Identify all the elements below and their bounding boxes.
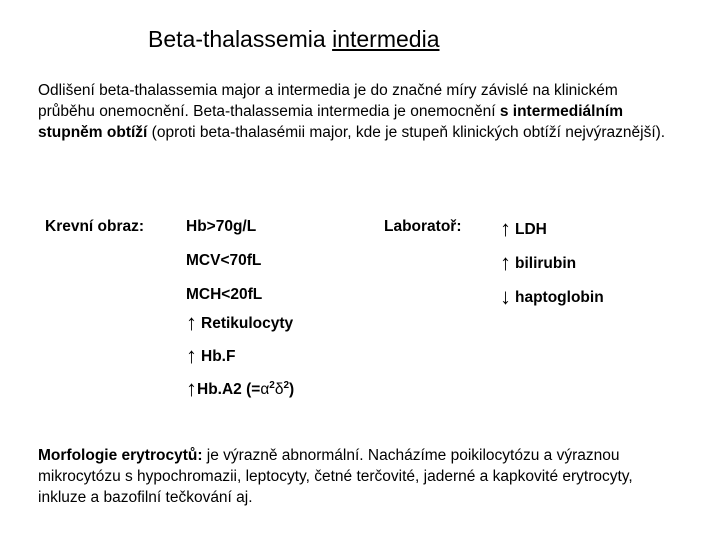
ldh-item xyxy=(500,216,547,242)
reticulocytes-item xyxy=(186,310,293,336)
up-arrow-icon: ↑ xyxy=(500,216,511,241)
laboratory-label: Laboratoř: xyxy=(384,218,462,235)
intro-text-2: (oproti beta-thalasémii major, kde je stupeň klinických obtíží nejvýraznější). xyxy=(147,124,666,141)
hbf-label: Hb.F xyxy=(201,348,236,365)
mch-value: MCH<20fL xyxy=(186,286,263,303)
morphology-heading: Morfologie erytrocytů: xyxy=(38,447,203,464)
up-arrow-icon: ↑ xyxy=(186,310,197,335)
morphology-paragraph xyxy=(38,445,678,508)
intro-text-1: Odlišení beta-thalassemia major a intermedia je do značné míry závislé na klinickém průběhu onemocnění. Beta-thalassemia intermedia je onemocnění xyxy=(38,82,618,120)
haptoglobin-item xyxy=(500,284,604,310)
hba2-prefix: Hb.A2 (= xyxy=(197,381,261,398)
page-title xyxy=(148,26,439,53)
up-arrow-icon: ↑ xyxy=(186,376,197,401)
up-arrow-icon: ↑ xyxy=(500,250,511,275)
alpha-exponent: 2 xyxy=(269,380,275,391)
hba2-item xyxy=(186,376,294,402)
title-main: Beta-thalassemia xyxy=(148,26,333,52)
bilirubin-item xyxy=(500,250,576,276)
bilirubin-label: bilirubin xyxy=(515,255,577,272)
hbf-item xyxy=(186,343,235,369)
mcv-value: MCV<70fL xyxy=(186,252,262,269)
reticulocytes-label: Retikulocyty xyxy=(201,315,294,332)
intro-bold: s intermediálním stupněm obtíží xyxy=(38,103,624,141)
hba2-suffix: ) xyxy=(289,381,295,398)
delta-symbol: δ xyxy=(274,381,284,398)
down-arrow-icon: ↓ xyxy=(500,284,511,309)
up-arrow-icon: ↑ xyxy=(186,343,197,368)
alpha-symbol: α xyxy=(260,381,270,398)
ldh-label: LDH xyxy=(515,221,547,238)
hb-value: Hb>70g/L xyxy=(186,218,257,235)
morphology-text: je výrazně abnormální. Nacházíme poikilocytózu a výraznou mikrocytózu s hypochromazii, leptocyty, četné terčovité, jaderné a kapkovité erytrocyty, inkluze a bazofilní tečkování aj. xyxy=(38,447,633,506)
intro-paragraph xyxy=(38,80,678,143)
title-underlined: intermedia xyxy=(332,26,440,52)
haptoglobin-label: haptoglobin xyxy=(515,289,604,306)
blood-count-label: Krevní obraz: xyxy=(45,218,145,235)
delta-exponent: 2 xyxy=(283,380,290,391)
